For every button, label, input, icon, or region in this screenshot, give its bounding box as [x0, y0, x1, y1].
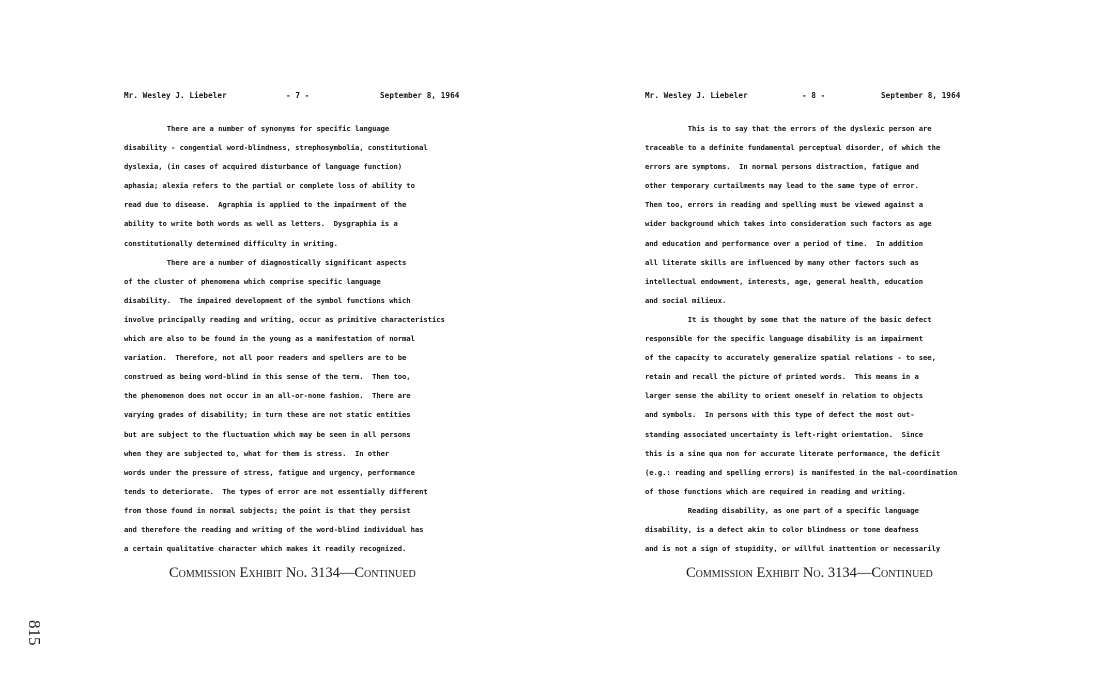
text-line: retain and recall the picture of printed words. This means in a [645, 372, 919, 382]
page-header [645, 91, 1035, 105]
text-line: traceable to a definite fundamental perceptual disorder, of which the [645, 143, 941, 153]
text-line: constitutionally determined difficulty in writing. [124, 238, 338, 248]
text-line: and therefore the reading and writing of the word-blind individual has [124, 524, 424, 534]
addressee: Mr. Wesley J. Liebeler [124, 91, 227, 100]
text-line: when they are subjected to, what for them is stress. In other [124, 448, 390, 458]
page-header [124, 91, 504, 105]
text-line: from those found in normal subjects; the point is that they persist [124, 505, 411, 515]
text-line: There are a number of diagnostically significant aspects [124, 257, 407, 267]
text-line: Then too, errors in reading and spelling must be viewed against a [645, 200, 924, 210]
letter-date: September 8, 1964 [881, 91, 961, 100]
text-line: other temporary curtailments may lead to the same type of error. [645, 181, 919, 191]
text-line: disability. The impaired development of the symbol functions which [124, 295, 411, 305]
text-line: responsible for the specific language disability is an impairment [645, 334, 924, 344]
text-line: a certain qualitative character which makes it readily recognized. [124, 544, 407, 554]
text-line: the phenomenon does not occur in an all-or-none fashion. There are [124, 391, 411, 401]
text-line: Reading disability, as one part of a specific language [645, 505, 919, 515]
text-line: words under the pressure of stress, fatigue and urgency, performance [124, 467, 415, 477]
text-line: of the cluster of phenomena which comprise specific language [124, 276, 381, 286]
text-line: disability, is a defect akin to color blindness or tone deafness [645, 524, 919, 534]
text-line: and social milieux. [645, 295, 727, 305]
text-line: There are a number of synonyms for specific language [124, 124, 390, 133]
text-line: of those functions which are required in reading and writing. [645, 486, 906, 496]
text-line: and is not a sign of stupidity, or willful inattention or necessarily [645, 544, 941, 554]
text-line: standing associated uncertainty is left-right orientation. Since [645, 429, 924, 439]
text-line: this is a sine qua non for accurate literate performance, the deficit [645, 448, 941, 458]
text-line: tends to deteriorate. The types of error are not essentially different [124, 486, 428, 496]
text-line: intellectual endowment, interests, age, general health, education [645, 276, 924, 286]
text-line: errors are symptoms. In normal persons distraction, fatigue and [645, 162, 919, 172]
text-line: involve principally reading and writing, occur as primitive characteristics [124, 314, 445, 324]
exhibit-caption: Commission Exhibit No. 3134—Continued [169, 565, 416, 581]
letter-body [124, 119, 504, 558]
folio-page-number: 815 [25, 620, 44, 646]
text-line: This is to say that the errors of the dyslexic person are [645, 124, 932, 133]
text-line: ability to write both words as well as letters. Dysgraphia is a [124, 219, 398, 229]
text-line: aphasia; alexia refers to the partial or complete loss of ability to [124, 181, 415, 191]
text-line: (e.g.: reading and spelling errors) is manifested in the mal-coordination [645, 467, 958, 477]
text-line: construed as being word-blind in this sense of the term. Then too, [124, 372, 411, 382]
text-line: which are also to be found in the young as a manifestation of normal [124, 334, 415, 344]
text-line: of the capacity to accurately generalize spatial relations - to see, [645, 353, 936, 363]
text-line: larger sense the ability to orient oneself in relation to objects [645, 391, 924, 401]
text-line: wider background which takes into consideration such factors as age [645, 219, 932, 229]
text-line: and symbols. In persons with this type of defect the most out- [645, 410, 915, 420]
addressee: Mr. Wesley J. Liebeler [645, 91, 748, 100]
page-marker: - 7 - [286, 91, 310, 100]
page-marker: - 8 - [802, 91, 826, 100]
text-line: and education and performance over a period of time. In addition [645, 238, 924, 248]
text-line: but are subject to the fluctuation which may be seen in all persons [124, 429, 411, 439]
letter-body [645, 119, 1035, 558]
text-line: all literate skills are influenced by many other factors such as [645, 257, 919, 267]
text-line: variation. Therefore, not all poor readers and spellers are to be [124, 353, 407, 363]
exhibit-caption: Commission Exhibit No. 3134—Continued [686, 565, 933, 581]
text-line: It is thought by some that the nature of the basic defect [645, 314, 932, 324]
text-line: disability - congential word-blindness, strephosymbolia, constitutional [124, 143, 428, 153]
letter-date: September 8, 1964 [380, 91, 460, 100]
text-line: dyslexia, (in cases of acquired disturbance of language function) [124, 162, 403, 172]
text-line: read due to disease. Agraphia is applied to the impairment of the [124, 200, 407, 210]
text-line: varying grades of disability; in turn these are not static entities [124, 410, 411, 420]
